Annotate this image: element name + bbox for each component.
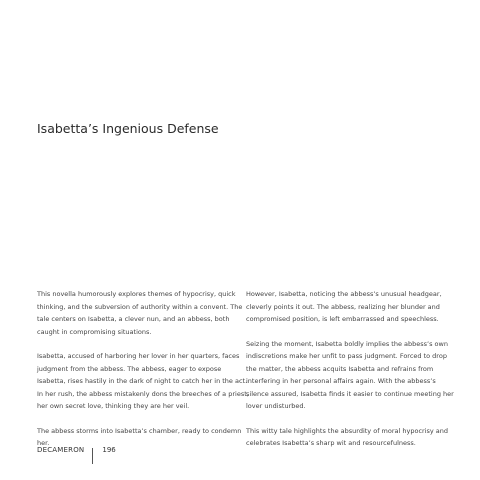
- footer-divider: [92, 448, 93, 464]
- left-text-column: [37, 288, 249, 462]
- right-paragraph-3: This witty tale highlights the absurdity of moral hypocrisy and celebrates Isabetta’s sharp wit and resourcefulness.: [246, 426, 449, 447]
- right-paragraph-2: Seizing the moment, Isabetta boldly implies the abbess’s own indiscretions make her unfit to pass judgment. Forced to drop the matter, the abbess acquits Isabetta and refrains from interfering in her personal affairs again. With the abbess’s silence assured, Isabetta finds it easier to continue meeting her lover undisturbed.: [246, 339, 454, 410]
- left-paragraph-2: Isabetta, accused of harboring her lover in her quarters, faces judgment from the abbess. The abbess, eager to expose Isabetta, rises hastily in the dark of night to catch her in the act. In her rush, the abbess mistakenly dons the breeches of a priest, her own secret love, thinking they are her veil.: [37, 352, 249, 410]
- left-paragraph-1: This novella humorously explores themes of hypocrisy, quick thinking, and the subversion of authority within a convent. The tale centers on Isabetta, a clever nun, and an abbess, both caught in compromising situations.: [37, 290, 243, 336]
- page-number: 196: [102, 446, 116, 454]
- right-paragraph-1: However, Isabetta, noticing the abbess’s unusual headgear, cleverly points it out. The abbess, realizing her blunder and compromised position, is left embarrassed and speechless.: [246, 290, 442, 323]
- right-text-column: [246, 288, 454, 462]
- page-footer: [37, 443, 116, 457]
- running-footer-book-title: DECAMERON: [37, 446, 85, 454]
- left-paragraph-3: The abbess storms into Isabetta’s chamber, ready to condemn her.: [37, 426, 242, 447]
- page-title: Isabetta’s Ingenious Defense: [37, 121, 219, 137]
